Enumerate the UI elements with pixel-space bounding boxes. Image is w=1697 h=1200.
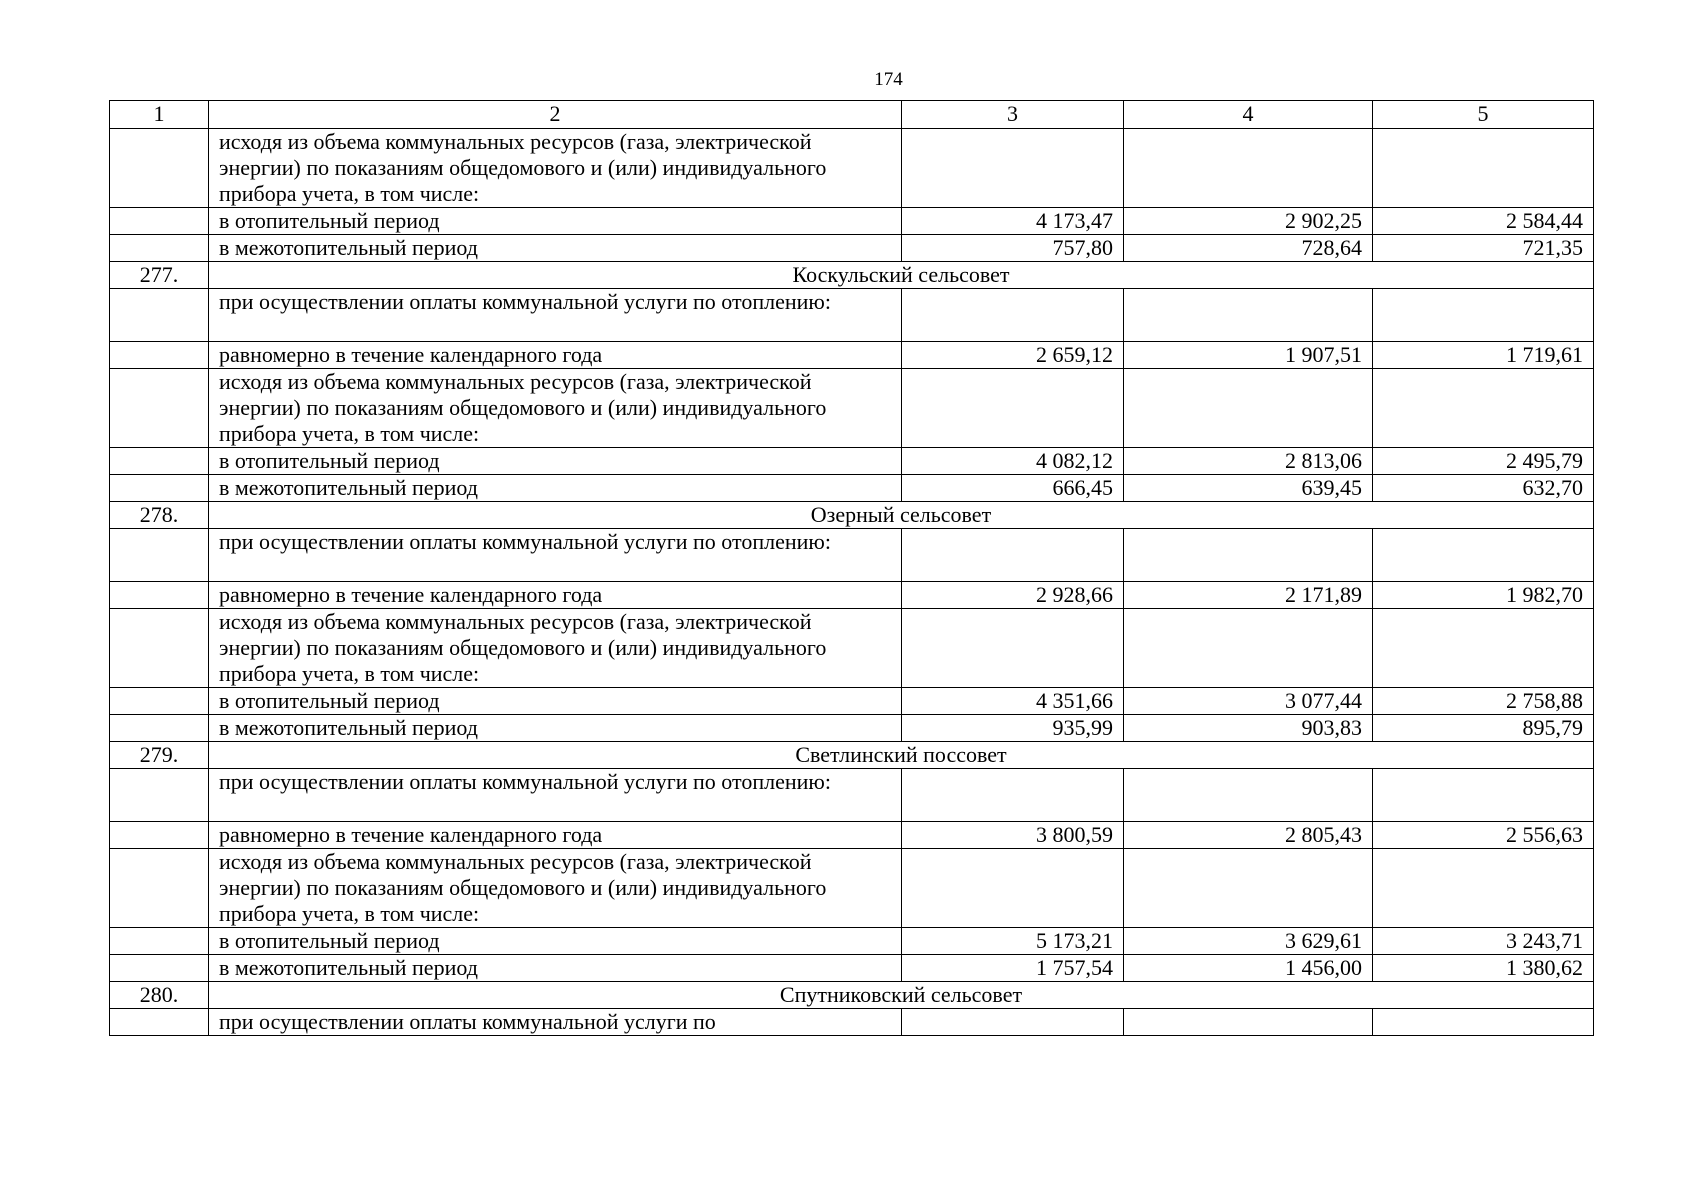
- row-value-col3: 3 800,59: [902, 822, 1124, 849]
- column-header-3: 3: [902, 101, 1124, 129]
- section-number: 279.: [110, 742, 209, 769]
- table-row: [110, 529, 1594, 582]
- section-row: [110, 742, 1594, 769]
- row-number: [110, 928, 209, 955]
- row-number: [110, 235, 209, 262]
- row-number: [110, 769, 209, 822]
- row-value-col3: 4 351,66: [902, 688, 1124, 715]
- row-value-col5: [1373, 369, 1594, 448]
- row-number: [110, 715, 209, 742]
- row-description: при осуществлении оплаты коммунальной услуги по отоплению:: [209, 529, 902, 582]
- table-row: [110, 822, 1594, 849]
- row-value-col5: [1373, 769, 1594, 822]
- row-value-col4: 3 077,44: [1124, 688, 1373, 715]
- row-number: [110, 129, 209, 208]
- row-value-col3: [902, 849, 1124, 928]
- row-number: [110, 342, 209, 369]
- row-description: в отопительный период: [209, 208, 902, 235]
- row-value-col5: 2 758,88: [1373, 688, 1594, 715]
- row-value-col5: [1373, 129, 1594, 208]
- row-description: в отопительный период: [209, 448, 902, 475]
- row-number: [110, 849, 209, 928]
- row-number: [110, 289, 209, 342]
- column-header-5: 5: [1373, 101, 1594, 129]
- row-description: в межотопительный период: [209, 475, 902, 502]
- row-number: [110, 582, 209, 609]
- row-description: в межотопительный период: [209, 715, 902, 742]
- row-value-col4: [1124, 849, 1373, 928]
- row-value-col5: 895,79: [1373, 715, 1594, 742]
- row-value-col5: 3 243,71: [1373, 928, 1594, 955]
- row-value-col5: [1373, 609, 1594, 688]
- row-description: равномерно в течение календарного года: [209, 582, 902, 609]
- column-header-2: 2: [209, 101, 902, 129]
- row-value-col5: 2 584,44: [1373, 208, 1594, 235]
- section-row: [110, 262, 1594, 289]
- section-title: Светлинский поссовет: [209, 742, 1594, 769]
- table-row: [110, 849, 1594, 928]
- row-description: при осуществлении оплаты коммунальной услуги по отоплению:: [209, 769, 902, 822]
- row-value-col5: [1373, 289, 1594, 342]
- row-number: [110, 208, 209, 235]
- row-description: исходя из объема коммунальных ресурсов (газа, электрической энергии) по показаниям общедомового и (или) индивидуального прибора учета, в том числе:: [209, 369, 902, 448]
- row-description: в межотопительный период: [209, 955, 902, 982]
- row-value-col3: 2 928,66: [902, 582, 1124, 609]
- row-value-col4: 2 902,25: [1124, 208, 1373, 235]
- page-number: 174: [874, 69, 903, 90]
- row-number: [110, 529, 209, 582]
- table-row: [110, 235, 1594, 262]
- row-value-col4: 1 456,00: [1124, 955, 1373, 982]
- table-row: [110, 1009, 1594, 1036]
- section-number: 280.: [110, 982, 209, 1009]
- row-value-col3: [902, 129, 1124, 208]
- row-description: при осуществлении оплаты коммунальной услуги по отоплению:: [209, 289, 902, 342]
- row-value-col3: [902, 289, 1124, 342]
- row-number: [110, 369, 209, 448]
- row-value-col3: 5 173,21: [902, 928, 1124, 955]
- section-title: Спутниковский сельсовет: [209, 982, 1594, 1009]
- row-value-col5: [1373, 1009, 1594, 1036]
- row-number: [110, 1009, 209, 1036]
- column-header-row: [110, 101, 1594, 129]
- row-number: [110, 448, 209, 475]
- row-value-col3: [902, 1009, 1124, 1036]
- row-value-col4: 2 171,89: [1124, 582, 1373, 609]
- row-value-col5: 632,70: [1373, 475, 1594, 502]
- table-row: [110, 369, 1594, 448]
- tariff-table: [109, 100, 1594, 1036]
- table-row: [110, 609, 1594, 688]
- row-value-col4: [1124, 769, 1373, 822]
- row-description: равномерно в течение календарного года: [209, 822, 902, 849]
- row-value-col4: 903,83: [1124, 715, 1373, 742]
- table-row: [110, 928, 1594, 955]
- row-value-col4: 1 907,51: [1124, 342, 1373, 369]
- row-value-col5: 2 556,63: [1373, 822, 1594, 849]
- column-header-4: 4: [1124, 101, 1373, 129]
- row-description: в отопительный период: [209, 688, 902, 715]
- row-description: в отопительный период: [209, 928, 902, 955]
- row-value-col3: 666,45: [902, 475, 1124, 502]
- section-title: Озерный сельсовет: [209, 502, 1594, 529]
- section-title: Коскульский сельсовет: [209, 262, 1594, 289]
- row-value-col4: [1124, 529, 1373, 582]
- row-value-col4: 639,45: [1124, 475, 1373, 502]
- table-row: [110, 448, 1594, 475]
- table-row: [110, 129, 1594, 208]
- row-value-col4: [1124, 369, 1373, 448]
- row-value-col3: 757,80: [902, 235, 1124, 262]
- table-row: [110, 688, 1594, 715]
- row-value-col5: 1 380,62: [1373, 955, 1594, 982]
- row-value-col4: 728,64: [1124, 235, 1373, 262]
- row-number: [110, 822, 209, 849]
- row-value-col5: [1373, 529, 1594, 582]
- column-header-1: 1: [110, 101, 209, 129]
- table-row: [110, 342, 1594, 369]
- row-description: исходя из объема коммунальных ресурсов (газа, электрической энергии) по показаниям общедомового и (или) индивидуального прибора учета, в том числе:: [209, 849, 902, 928]
- row-value-col5: 1 982,70: [1373, 582, 1594, 609]
- row-value-col5: [1373, 849, 1594, 928]
- table-row: [110, 769, 1594, 822]
- row-value-col3: [902, 609, 1124, 688]
- row-number: [110, 955, 209, 982]
- row-value-col5: 1 719,61: [1373, 342, 1594, 369]
- row-description: исходя из объема коммунальных ресурсов (газа, электрической энергии) по показаниям общедомового и (или) индивидуального прибора учета, в том числе:: [209, 609, 902, 688]
- table-row: [110, 475, 1594, 502]
- row-number: [110, 475, 209, 502]
- row-value-col4: 2 813,06: [1124, 448, 1373, 475]
- row-value-col3: 935,99: [902, 715, 1124, 742]
- row-value-col3: [902, 769, 1124, 822]
- row-value-col4: [1124, 289, 1373, 342]
- table-row: [110, 208, 1594, 235]
- row-value-col4: [1124, 1009, 1373, 1036]
- row-value-col4: [1124, 129, 1373, 208]
- row-value-col3: 2 659,12: [902, 342, 1124, 369]
- row-number: [110, 688, 209, 715]
- section-number: 277.: [110, 262, 209, 289]
- row-value-col3: 4 082,12: [902, 448, 1124, 475]
- section-number: 278.: [110, 502, 209, 529]
- row-value-col4: 3 629,61: [1124, 928, 1373, 955]
- section-row: [110, 982, 1594, 1009]
- row-value-col3: [902, 529, 1124, 582]
- row-value-col5: 2 495,79: [1373, 448, 1594, 475]
- row-value-col5: 721,35: [1373, 235, 1594, 262]
- table-body: [110, 101, 1594, 1036]
- row-value-col3: 1 757,54: [902, 955, 1124, 982]
- row-description: исходя из объема коммунальных ресурсов (газа, электрической энергии) по показаниям общедомового и (или) индивидуального прибора учета, в том числе:: [209, 129, 902, 208]
- row-description: в межотопительный период: [209, 235, 902, 262]
- row-value-col4: [1124, 609, 1373, 688]
- row-value-col3: 4 173,47: [902, 208, 1124, 235]
- row-number: [110, 609, 209, 688]
- section-row: [110, 502, 1594, 529]
- row-value-col4: 2 805,43: [1124, 822, 1373, 849]
- row-description: равномерно в течение календарного года: [209, 342, 902, 369]
- row-value-col3: [902, 369, 1124, 448]
- table-row: [110, 289, 1594, 342]
- table-row: [110, 715, 1594, 742]
- table-row: [110, 955, 1594, 982]
- row-description: при осуществлении оплаты коммунальной услуги по: [209, 1009, 902, 1036]
- table-row: [110, 582, 1594, 609]
